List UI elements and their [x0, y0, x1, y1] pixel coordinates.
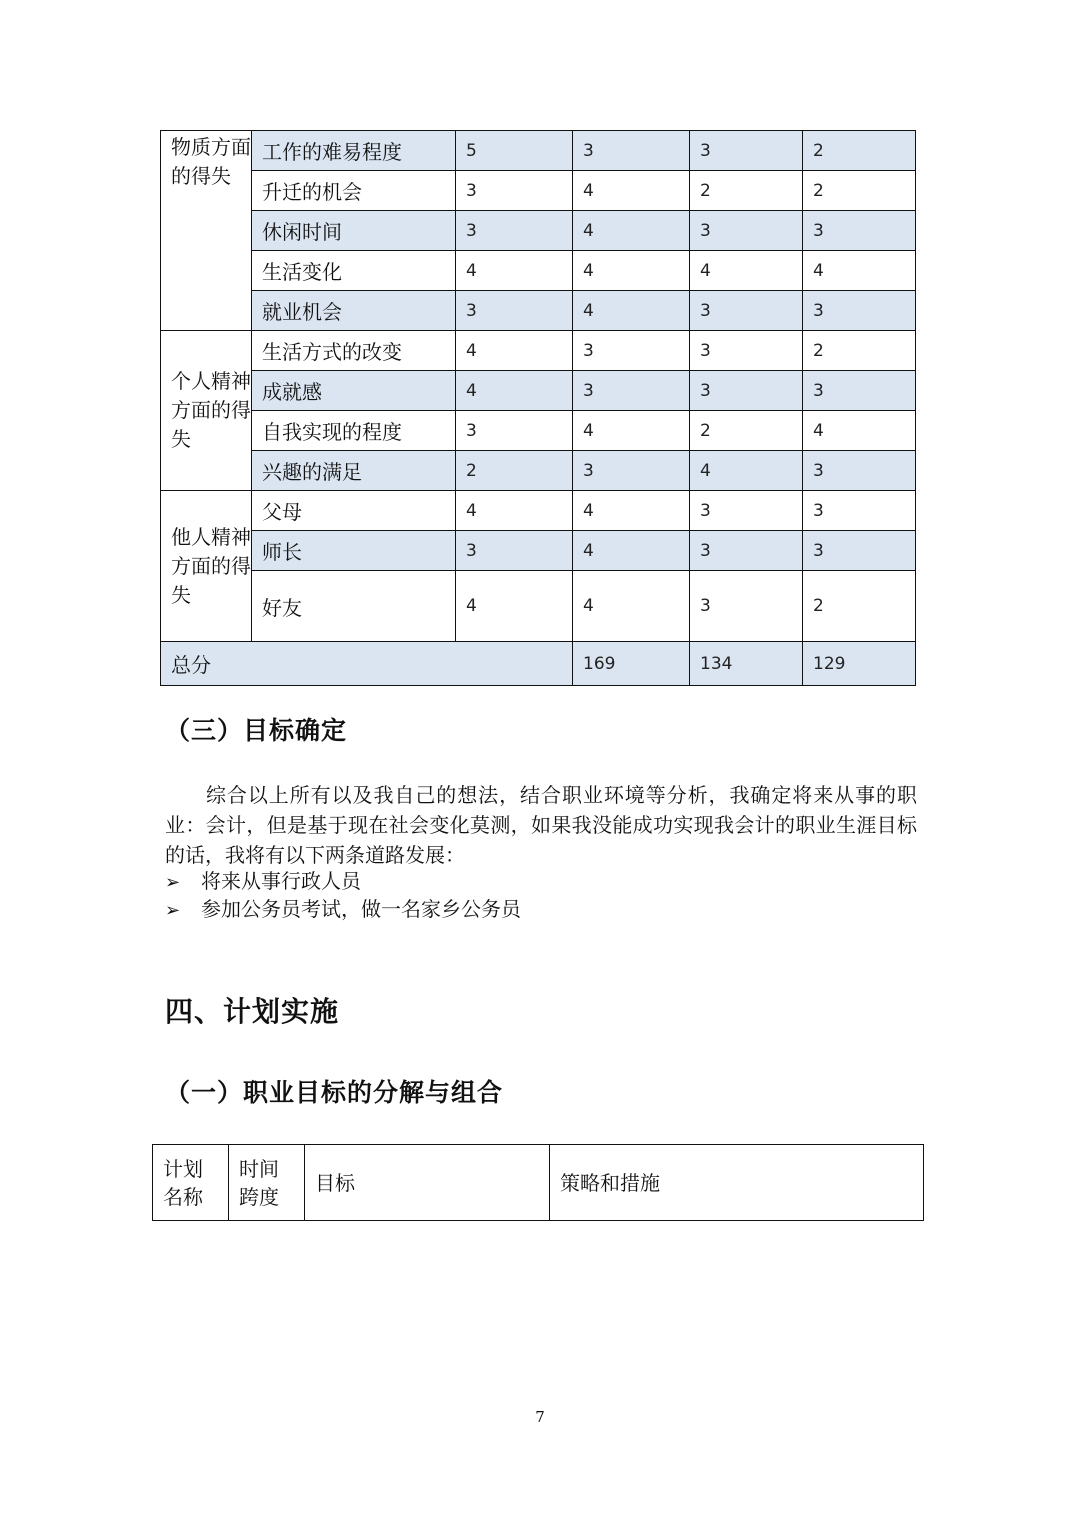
score-cell: 3 [573, 331, 690, 371]
category-cell: 他人精神方面的得失 [161, 491, 252, 642]
row-label: 成就感 [252, 371, 456, 411]
score-cell: 4 [573, 171, 690, 211]
score-cell: 4 [573, 411, 690, 451]
score-cell: 4 [803, 411, 916, 451]
score-cell: 2 [803, 131, 916, 171]
score-cell: 4 [573, 571, 690, 642]
score-cell: 3 [690, 491, 803, 531]
score-cell: 3 [803, 491, 916, 531]
score-cell: 3 [573, 451, 690, 491]
score-cell: 3 [690, 131, 803, 171]
score-cell: 4 [456, 371, 573, 411]
list-item-text: 参加公务员考试，做一名家乡公务员 [201, 897, 521, 921]
score-cell: 3 [456, 531, 573, 571]
total-row [161, 642, 916, 686]
header-time-span: 时间跨度 [229, 1145, 305, 1221]
plan-table [152, 1144, 924, 1221]
row-label: 自我实现的程度 [252, 411, 456, 451]
table-row [161, 371, 916, 411]
score-cell: 2 [456, 451, 573, 491]
row-label: 兴趣的满足 [252, 451, 456, 491]
arrow-bullet-icon: ➢ [165, 900, 181, 921]
row-label: 升迁的机会 [252, 171, 456, 211]
section-heading-goal: （三）目标确定 [165, 716, 348, 745]
row-label: 就业机会 [252, 291, 456, 331]
score-cell: 4 [456, 251, 573, 291]
goal-paragraph [165, 780, 917, 870]
arrow-bullet-icon: ➢ [165, 872, 181, 893]
score-cell: 3 [456, 171, 573, 211]
list-item-text: 将来从事行政人员 [201, 869, 361, 893]
score-cell: 3 [690, 571, 803, 642]
table-header-row [153, 1145, 924, 1221]
table-row [161, 131, 916, 171]
score-cell: 3 [456, 211, 573, 251]
table-row [161, 291, 916, 331]
score-cell: 2 [690, 171, 803, 211]
total-score-cell: 134 [690, 642, 803, 686]
total-score-cell: 169 [573, 642, 690, 686]
score-cell: 4 [456, 331, 573, 371]
table-row [161, 411, 916, 451]
table-row [161, 491, 916, 531]
score-cell: 3 [690, 291, 803, 331]
list-item [165, 895, 521, 925]
score-cell: 2 [690, 411, 803, 451]
total-label: 总分 [161, 642, 573, 686]
score-cell: 4 [573, 251, 690, 291]
score-cell: 3 [456, 291, 573, 331]
category-cell: 物质方面的得失 [161, 131, 252, 331]
score-cell: 3 [803, 531, 916, 571]
score-cell: 4 [803, 251, 916, 291]
score-cell: 3 [573, 371, 690, 411]
chapter-heading: 四、计划实施 [165, 995, 340, 1028]
score-cell: 3 [803, 451, 916, 491]
row-label: 好友 [252, 571, 456, 642]
table-row [161, 211, 916, 251]
score-cell: 4 [690, 451, 803, 491]
score-cell: 3 [803, 371, 916, 411]
table-row [161, 451, 916, 491]
score-cell: 3 [690, 331, 803, 371]
score-cell: 4 [456, 571, 573, 642]
score-cell: 3 [690, 531, 803, 571]
table-row [161, 531, 916, 571]
row-label: 工作的难易程度 [252, 131, 456, 171]
score-cell: 4 [573, 491, 690, 531]
score-cell: 2 [803, 331, 916, 371]
header-goal: 目标 [305, 1145, 550, 1221]
score-cell: 4 [456, 491, 573, 531]
row-label: 父母 [252, 491, 456, 531]
goal-paragraph-text: 综合以上所有以及我自己的想法，结合职业环境等分析，我确定将来从事的职业：会计，但是基于现在社会变化莫测，如果我没能成功实现我会计的职业生涯目标的话，我将有以下两条道路发展： [165, 783, 917, 867]
score-cell: 2 [803, 171, 916, 211]
score-cell: 3 [803, 211, 916, 251]
table-row [161, 251, 916, 291]
row-label: 生活变化 [252, 251, 456, 291]
total-score-cell: 129 [803, 642, 916, 686]
row-label: 休闲时间 [252, 211, 456, 251]
table-row [161, 331, 916, 371]
table-row [161, 171, 916, 211]
score-cell: 3 [690, 211, 803, 251]
score-cell: 3 [690, 371, 803, 411]
score-cell: 3 [803, 291, 916, 331]
score-cell: 4 [573, 531, 690, 571]
score-cell: 3 [456, 411, 573, 451]
row-label: 师长 [252, 531, 456, 571]
score-cell: 4 [573, 211, 690, 251]
header-plan-name: 计划名称 [153, 1145, 229, 1221]
section-heading-plan: （一）职业目标的分解与组合 [165, 1078, 504, 1107]
score-cell: 5 [456, 131, 573, 171]
score-cell: 3 [573, 131, 690, 171]
score-table [160, 130, 916, 686]
score-cell: 4 [690, 251, 803, 291]
table-row [161, 571, 916, 642]
row-label: 生活方式的改变 [252, 331, 456, 371]
score-cell: 2 [803, 571, 916, 642]
score-cell: 4 [573, 291, 690, 331]
list-item [165, 867, 361, 897]
header-strategy: 策略和措施 [550, 1145, 924, 1221]
category-cell: 个人精神方面的得失 [161, 331, 252, 491]
page-number: 7 [535, 1408, 545, 1426]
